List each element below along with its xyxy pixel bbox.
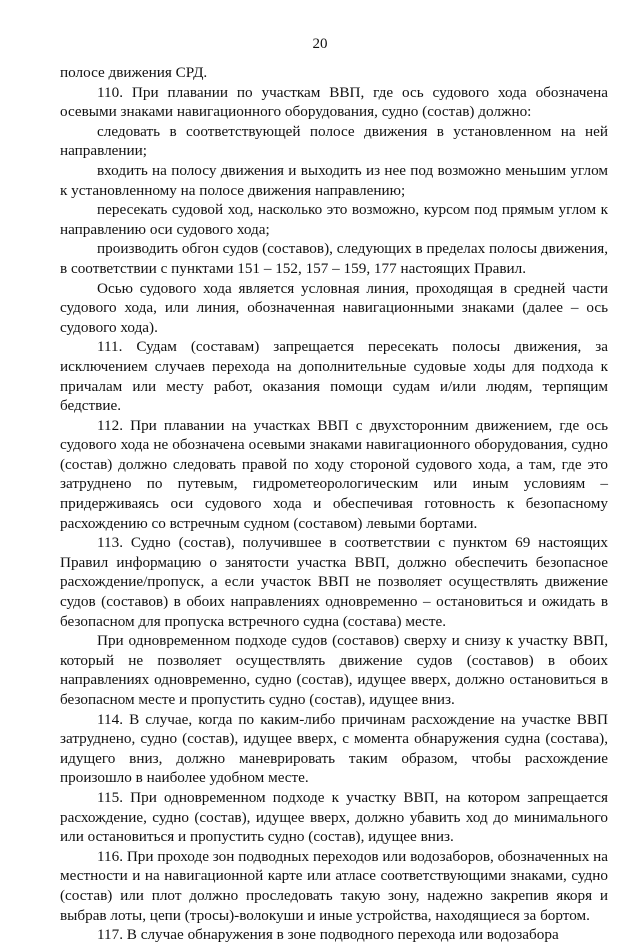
paragraph: входить на полосу движения и выходить из нее под возможно меньшим углом к установленному на полосе движения направлению; xyxy=(60,161,608,199)
paragraph: пересекать судовой ход, насколько это возможно, курсом под прямым углом к направлению оси судового хода; xyxy=(60,201,608,238)
paragraph: полосе движения СРД. xyxy=(60,64,208,81)
document-body xyxy=(60,63,608,945)
paragraph: 115. При одновременном подходе к участку ВВП, на котором запрещается расхождение, судно (состав), идущее вверх, должно убавить ход до минимального или остановиться и пропустить судно (состав), идущее вниз. xyxy=(60,788,608,846)
paragraph: Осью судового хода является условная линия, проходящая в средней части судового хода, или линия, обозначенная навигационными знаками (далее – ось судового хода). xyxy=(60,279,608,336)
paragraph: 117. В случае обнаружения в зоне подводного перехода или водозабора xyxy=(97,926,559,944)
paragraph: 116. При проходе зон подводных переходов или водозаборов, обозначенных на местности и на навигационной карте или атласе соответствующими знаками, судно (состав) или плот должно проследовать такую зону, надежно закрепив якоря и выбрав лоты, цепи (тросы)-волокуши и иные устройства, находящиеся за бортом. xyxy=(60,847,608,924)
paragraph: производить обгон судов (составов), следующих в пределах полосы движения, в соответствии с пунктами 151 – 152, 157 – 159, 177 настоящих Правил. xyxy=(60,240,608,277)
paragraph: 111. Судам (составам) запрещается пересекать полосы движения, за исключением случаев перехода на дополнительные судовые ходы для подхода к причалам или месту работ, оказания помощи судам и/или людям, терпящим бедствие. xyxy=(60,338,608,415)
paragraph: 110. При плавании по участкам ВВП, где ось судового хода обозначена осевыми знаками навигационного оборудования, судно (состав) должно: xyxy=(60,83,608,121)
paragraph: 112. При плавании на участках ВВП с двухсторонним движением, где ось судового хода не обозначена осевыми знаками навигационного оборудования, судно (состав) должно следовать правой по ходу стороной судового хода, а там, где это затруднено по путевым, гидрометеорологическим или иным условиям – придерживаясь оси судового хода и обеспечивая готовность к безопасному расхождению со встречным судном (составом) левыми бортами. xyxy=(60,416,608,532)
paragraph: При одновременном подходе судов (составов) сверху и снизу к участку ВВП, который не позволяет осуществлять движение судов (составов) в обоих направлениях одновременно, судно (состав), идущее вверх, должно остановиться в безопасном месте и пропустить судно (состав), идущее вниз. xyxy=(60,632,608,708)
paragraph: 113. Судно (состав), получившее в соответствии с пунктом 69 настоящих Правил информацию о занятости участка ВВП, должно обеспечить безопасное расхождение/пропуск, а если участок ВВП не позволяет осуществлять движение судов (составов) в обоих направлениях одновременно – остановиться и ожидать в безопасном для пропуска встречного судна (состава) месте. xyxy=(60,534,608,630)
paragraph: 114. В случае, когда по каким-либо причинам расхождение на участке ВВП затруднено, судно (состав), идущее вверх, с момента обнаружения судна (состава), идущего вниз, должно маневрировать таким образом, чтобы расхождение произошло в наиболее удобном месте. xyxy=(60,710,608,787)
paragraph: следовать в соответствующей полосе движения в установленном на ней направлении; xyxy=(60,122,608,160)
page-number: 20 xyxy=(312,36,328,52)
